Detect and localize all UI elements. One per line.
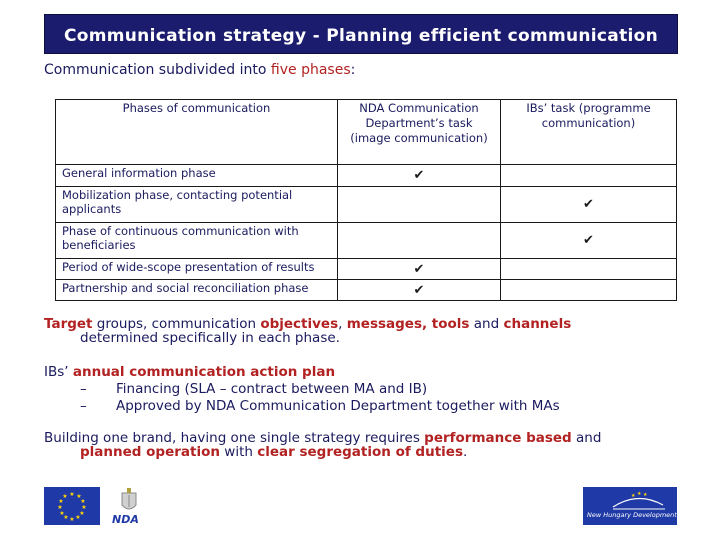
text-period: .: [462, 444, 468, 460]
list-item-text: Financing (SLA – contract between MA and IB): [116, 381, 428, 397]
text-ibs: IBs’: [44, 364, 73, 380]
ib-check-cell: ✔: [501, 223, 677, 259]
text-objectives: objectives: [260, 316, 339, 332]
svg-text:★: ★: [79, 510, 85, 517]
text-and: and: [469, 316, 504, 332]
slide-title: Communication strategy - Planning efficient communication: [44, 14, 678, 54]
bridge-icon: [583, 487, 677, 525]
phase-cell: Phase of continuous communication with beneficiaries: [56, 223, 338, 259]
text-channels: channels: [503, 316, 572, 332]
svg-text:★: ★: [81, 504, 87, 511]
slide-subtitle: [44, 62, 355, 78]
phase-cell: Partnership and social reconciliation phase: [56, 280, 338, 301]
svg-text:★: ★: [69, 516, 75, 523]
nda-check-cell: ✔: [338, 259, 501, 280]
paragraph-action-plan: [44, 364, 560, 415]
nda-check-cell: [338, 223, 501, 259]
svg-text:★: ★: [643, 492, 648, 498]
table-row: [56, 280, 677, 301]
ib-check-cell: [501, 280, 677, 301]
paragraph-targets: [44, 317, 571, 345]
eu-flag-logo: [44, 487, 100, 525]
list-item-text: Approved by NDA Communication Department together with MAs: [116, 398, 560, 414]
nda-check-cell: [338, 187, 501, 223]
nhdp-logo-text: New Hungary Development Plan: [587, 511, 693, 519]
ib-check-cell: [501, 259, 677, 280]
text-segregation: clear segregation of duties: [257, 444, 463, 460]
phase-cell: Mobilization phase, contacting potential applicants: [56, 187, 338, 223]
subtitle-colon: :: [350, 62, 356, 78]
nda-check-cell: ✔: [338, 165, 501, 187]
list-item: [44, 398, 560, 415]
text-target: Target: [44, 316, 93, 332]
svg-text:★: ★: [58, 498, 64, 505]
text-building: Building one brand, having one single strategy requires: [44, 430, 425, 446]
ib-check-cell: [501, 165, 677, 187]
text-performance: performance based: [424, 430, 572, 446]
nhdp-logo: [583, 487, 693, 525]
phase-cell: Period of wide-scope presentation of results: [56, 259, 338, 280]
text-with: with: [219, 444, 258, 460]
table-row: [56, 259, 677, 280]
svg-text:★: ★: [59, 510, 65, 517]
table-header-row: [56, 100, 677, 165]
subtitle-highlight: five phases: [270, 62, 351, 78]
svg-text:★: ★: [62, 493, 68, 500]
text-action-plan: annual communication action plan: [72, 364, 336, 380]
header-phases: Phases of communication: [56, 100, 338, 165]
ib-check-cell: ✔: [501, 187, 677, 223]
paragraph-brand: [44, 431, 601, 459]
text-messages-tools: messages, tools: [346, 316, 470, 332]
table-row: [56, 165, 677, 187]
nda-check-cell: ✔: [338, 280, 501, 301]
text-and-2: and: [571, 430, 602, 446]
svg-text:★: ★: [631, 493, 636, 499]
dash-bullet: –: [80, 381, 87, 397]
list-item: [44, 381, 560, 398]
dash-bullet: –: [80, 398, 87, 414]
svg-text:★: ★: [80, 498, 86, 505]
svg-text:★: ★: [637, 491, 642, 497]
table-row: [56, 223, 677, 259]
phase-cell: General information phase: [56, 165, 338, 187]
subtitle-text: Communication subdivided into: [44, 62, 271, 78]
header-nda-task: NDA Communication Department’s task (image communication): [338, 100, 501, 165]
eu-stars-icon: [44, 487, 100, 525]
text-planned: planned operation: [80, 444, 220, 460]
table-row: [56, 187, 677, 223]
header-ib-task: IBs’ task (programme communication): [501, 100, 677, 165]
svg-text:★: ★: [69, 491, 75, 498]
svg-text:★: ★: [57, 504, 63, 511]
nda-logo-text: NDA: [112, 513, 139, 526]
text-groups: groups, communication: [92, 316, 261, 332]
phases-table: [55, 99, 677, 301]
svg-text:★: ★: [76, 493, 82, 500]
svg-text:★: ★: [63, 514, 69, 521]
svg-text:★: ★: [75, 514, 81, 521]
nda-logo: [108, 487, 150, 527]
text-determined: determined specifically in each phase.: [80, 330, 340, 346]
text-comma: ,: [338, 316, 347, 332]
